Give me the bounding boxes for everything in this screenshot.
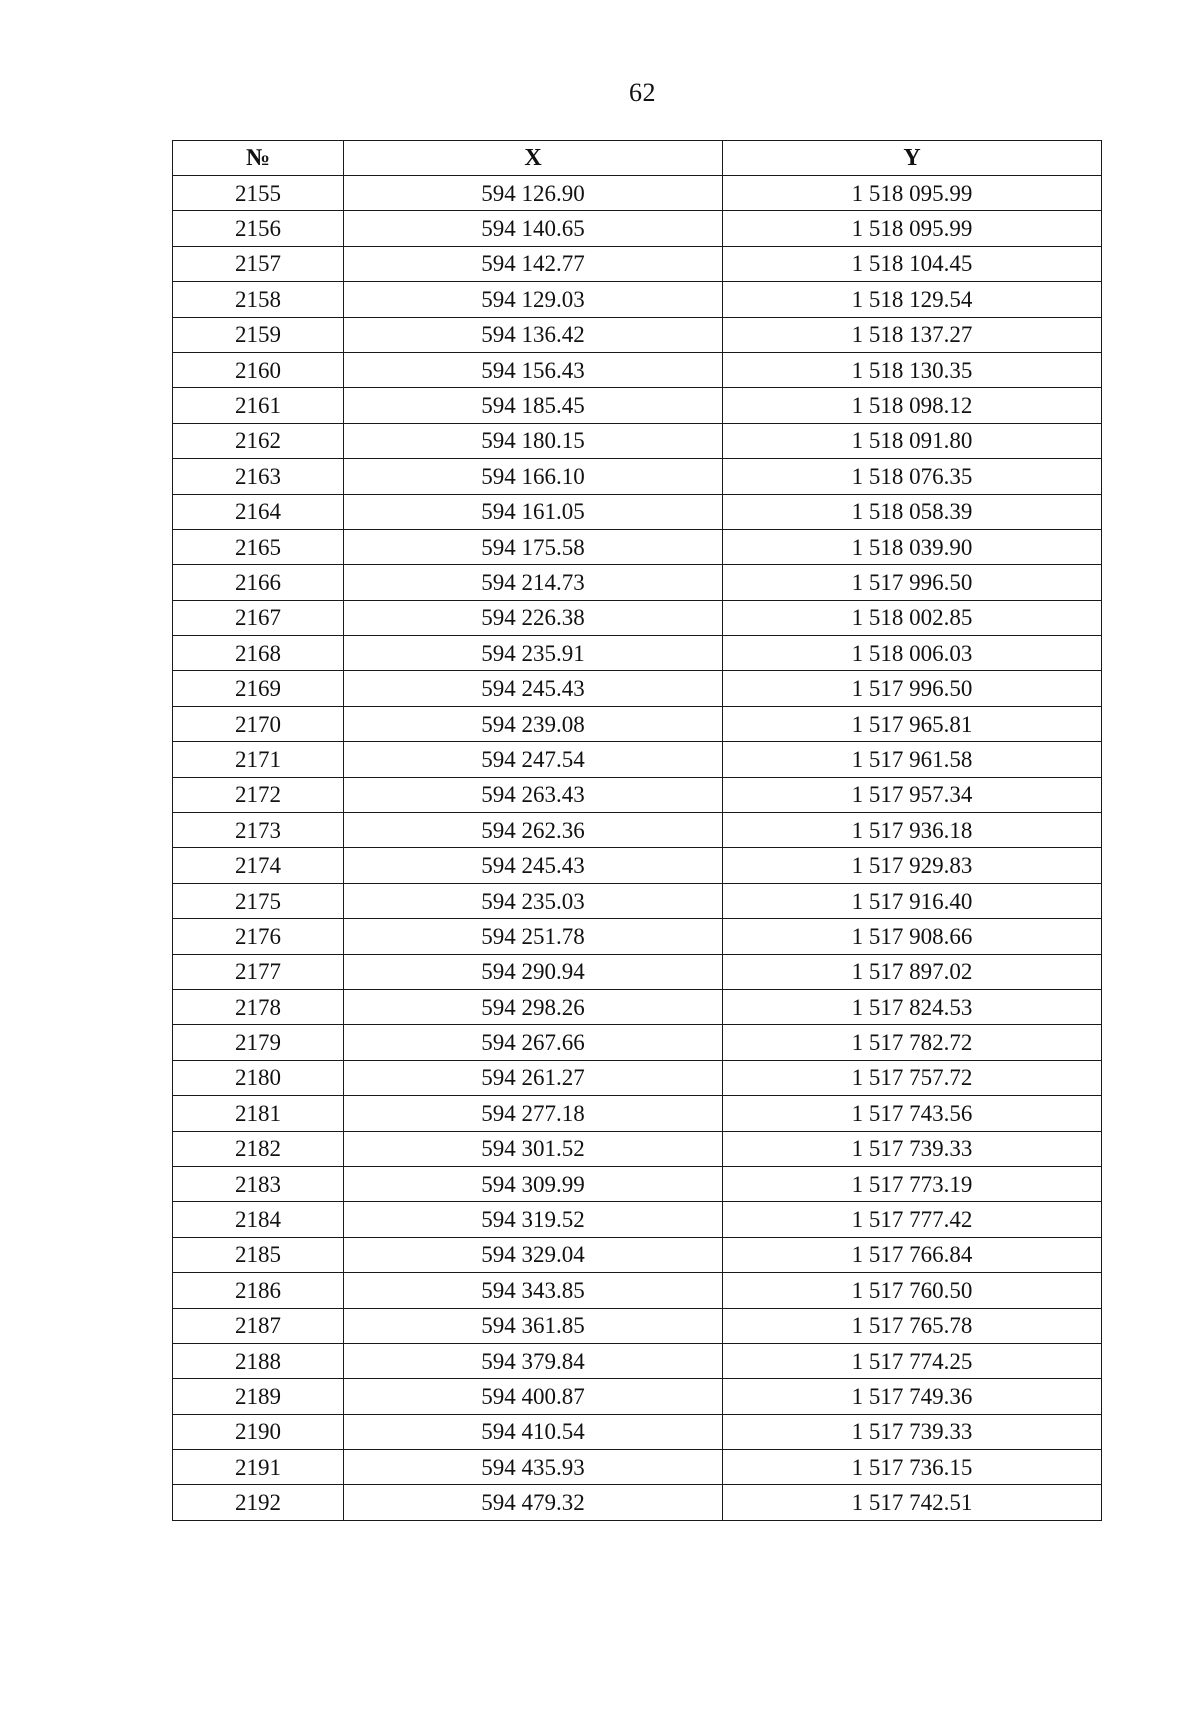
cell-x: 594 214.73: [344, 565, 723, 600]
cell-y: 1 518 129.54: [723, 282, 1102, 317]
table-row: [173, 388, 1102, 423]
table-row: [173, 565, 1102, 600]
cell-y: 1 517 766.84: [723, 1237, 1102, 1272]
table-row: [173, 1414, 1102, 1449]
table-row: [173, 1485, 1102, 1520]
cell-y: 1 518 095.99: [723, 176, 1102, 211]
cell-number: 2179: [173, 1025, 344, 1060]
cell-y: 1 517 777.42: [723, 1202, 1102, 1237]
cell-number: 2165: [173, 529, 344, 564]
cell-y: 1 518 098.12: [723, 388, 1102, 423]
table-row: [173, 352, 1102, 387]
cell-number: 2170: [173, 706, 344, 741]
table-row: [173, 777, 1102, 812]
cell-number: 2176: [173, 919, 344, 954]
cell-x: 594 235.91: [344, 636, 723, 671]
cell-x: 594 262.36: [344, 813, 723, 848]
cell-x: 594 140.65: [344, 211, 723, 246]
cell-x: 594 239.08: [344, 706, 723, 741]
cell-y: 1 518 091.80: [723, 423, 1102, 458]
cell-x: 594 126.90: [344, 176, 723, 211]
header-row: [173, 141, 1102, 176]
table-row: [173, 1343, 1102, 1378]
cell-number: 2187: [173, 1308, 344, 1343]
table-row: [173, 494, 1102, 529]
cell-number: 2192: [173, 1485, 344, 1520]
cell-x: 594 267.66: [344, 1025, 723, 1060]
cell-x: 594 379.84: [344, 1343, 723, 1378]
cell-number: 2185: [173, 1237, 344, 1272]
cell-number: 2175: [173, 883, 344, 918]
cell-x: 594 343.85: [344, 1273, 723, 1308]
cell-x: 594 319.52: [344, 1202, 723, 1237]
cell-y: 1 518 095.99: [723, 211, 1102, 246]
cell-x: 594 329.04: [344, 1237, 723, 1272]
table-row: [173, 954, 1102, 989]
cell-y: 1 518 058.39: [723, 494, 1102, 529]
table-row: [173, 600, 1102, 635]
cell-x: 594 235.03: [344, 883, 723, 918]
cell-number: 2167: [173, 600, 344, 635]
table-row: [173, 989, 1102, 1024]
cell-y: 1 517 743.56: [723, 1096, 1102, 1131]
table-row: [173, 317, 1102, 352]
table-row: [173, 1096, 1102, 1131]
cell-y: 1 518 137.27: [723, 317, 1102, 352]
table-row: [173, 1202, 1102, 1237]
cell-y: 1 517 824.53: [723, 989, 1102, 1024]
cell-y: 1 517 908.66: [723, 919, 1102, 954]
cell-y: 1 517 760.50: [723, 1273, 1102, 1308]
cell-x: 594 185.45: [344, 388, 723, 423]
cell-y: 1 517 749.36: [723, 1379, 1102, 1414]
cell-number: 2158: [173, 282, 344, 317]
cell-number: 2161: [173, 388, 344, 423]
cell-number: 2189: [173, 1379, 344, 1414]
cell-y: 1 517 936.18: [723, 813, 1102, 848]
cell-y: 1 518 002.85: [723, 600, 1102, 635]
cell-x: 594 142.77: [344, 246, 723, 281]
cell-y: 1 517 782.72: [723, 1025, 1102, 1060]
cell-x: 594 435.93: [344, 1450, 723, 1485]
header-x: X: [344, 141, 723, 176]
table-row: [173, 529, 1102, 564]
table-row: [173, 671, 1102, 706]
cell-number: 2172: [173, 777, 344, 812]
cell-x: 594 290.94: [344, 954, 723, 989]
cell-number: 2188: [173, 1343, 344, 1378]
table-row: [173, 1237, 1102, 1272]
cell-y: 1 517 996.50: [723, 565, 1102, 600]
cell-x: 594 261.27: [344, 1060, 723, 1095]
coordinates-table: [172, 140, 1102, 1521]
header-y: Y: [723, 141, 1102, 176]
cell-x: 594 309.99: [344, 1166, 723, 1201]
cell-number: 2177: [173, 954, 344, 989]
cell-x: 594 129.03: [344, 282, 723, 317]
cell-number: 2160: [173, 352, 344, 387]
cell-y: 1 517 961.58: [723, 742, 1102, 777]
cell-number: 2171: [173, 742, 344, 777]
cell-number: 2181: [173, 1096, 344, 1131]
table-row: [173, 883, 1102, 918]
table-row: [173, 1450, 1102, 1485]
table-row: [173, 1060, 1102, 1095]
cell-y: 1 517 774.25: [723, 1343, 1102, 1378]
cell-number: 2162: [173, 423, 344, 458]
table-row: [173, 706, 1102, 741]
cell-x: 594 301.52: [344, 1131, 723, 1166]
cell-y: 1 517 773.19: [723, 1166, 1102, 1201]
cell-number: 2156: [173, 211, 344, 246]
cell-x: 594 180.15: [344, 423, 723, 458]
cell-y: 1 517 742.51: [723, 1485, 1102, 1520]
cell-x: 594 479.32: [344, 1485, 723, 1520]
table-row: [173, 742, 1102, 777]
cell-number: 2183: [173, 1166, 344, 1201]
cell-number: 2190: [173, 1414, 344, 1449]
cell-x: 594 263.43: [344, 777, 723, 812]
cell-y: 1 518 006.03: [723, 636, 1102, 671]
table-row: [173, 1025, 1102, 1060]
cell-y: 1 517 765.78: [723, 1308, 1102, 1343]
cell-x: 594 166.10: [344, 459, 723, 494]
cell-y: 1 517 757.72: [723, 1060, 1102, 1095]
cell-x: 594 298.26: [344, 989, 723, 1024]
cell-y: 1 518 076.35: [723, 459, 1102, 494]
table-row: [173, 1131, 1102, 1166]
cell-y: 1 518 039.90: [723, 529, 1102, 564]
cell-y: 1 517 739.33: [723, 1131, 1102, 1166]
cell-y: 1 517 957.34: [723, 777, 1102, 812]
cell-y: 1 518 104.45: [723, 246, 1102, 281]
cell-x: 594 410.54: [344, 1414, 723, 1449]
cell-x: 594 161.05: [344, 494, 723, 529]
cell-number: 2182: [173, 1131, 344, 1166]
cell-number: 2169: [173, 671, 344, 706]
cell-number: 2164: [173, 494, 344, 529]
table-body: [173, 176, 1102, 1521]
cell-number: 2155: [173, 176, 344, 211]
cell-x: 594 245.43: [344, 671, 723, 706]
cell-x: 594 136.42: [344, 317, 723, 352]
table-row: [173, 176, 1102, 211]
table-row: [173, 1379, 1102, 1414]
cell-number: 2166: [173, 565, 344, 600]
table-row: [173, 1166, 1102, 1201]
table-row: [173, 282, 1102, 317]
table-row: [173, 848, 1102, 883]
cell-y: 1 517 929.83: [723, 848, 1102, 883]
cell-x: 594 175.58: [344, 529, 723, 564]
cell-x: 594 226.38: [344, 600, 723, 635]
cell-number: 2180: [173, 1060, 344, 1095]
table-row: [173, 919, 1102, 954]
cell-x: 594 277.18: [344, 1096, 723, 1131]
table-header: [173, 141, 1102, 176]
cell-y: 1 517 965.81: [723, 706, 1102, 741]
cell-number: 2184: [173, 1202, 344, 1237]
cell-number: 2168: [173, 636, 344, 671]
cell-x: 594 245.43: [344, 848, 723, 883]
cell-number: 2174: [173, 848, 344, 883]
cell-y: 1 517 739.33: [723, 1414, 1102, 1449]
cell-number: 2159: [173, 317, 344, 352]
cell-y: 1 518 130.35: [723, 352, 1102, 387]
cell-number: 2173: [173, 813, 344, 848]
cell-y: 1 517 897.02: [723, 954, 1102, 989]
table-row: [173, 423, 1102, 458]
cell-x: 594 156.43: [344, 352, 723, 387]
cell-number: 2191: [173, 1450, 344, 1485]
table-row: [173, 211, 1102, 246]
table-row: [173, 636, 1102, 671]
table-row: [173, 1308, 1102, 1343]
cell-x: 594 400.87: [344, 1379, 723, 1414]
table-row: [173, 813, 1102, 848]
table-row: [173, 1273, 1102, 1308]
cell-number: 2163: [173, 459, 344, 494]
page-number: 62: [629, 78, 656, 107]
cell-y: 1 517 916.40: [723, 883, 1102, 918]
cell-y: 1 517 996.50: [723, 671, 1102, 706]
cell-number: 2157: [173, 246, 344, 281]
cell-x: 594 361.85: [344, 1308, 723, 1343]
header-number: №: [173, 141, 344, 176]
cell-x: 594 251.78: [344, 919, 723, 954]
cell-y: 1 517 736.15: [723, 1450, 1102, 1485]
table-row: [173, 246, 1102, 281]
cell-number: 2186: [173, 1273, 344, 1308]
cell-number: 2178: [173, 989, 344, 1024]
cell-x: 594 247.54: [344, 742, 723, 777]
table-row: [173, 459, 1102, 494]
